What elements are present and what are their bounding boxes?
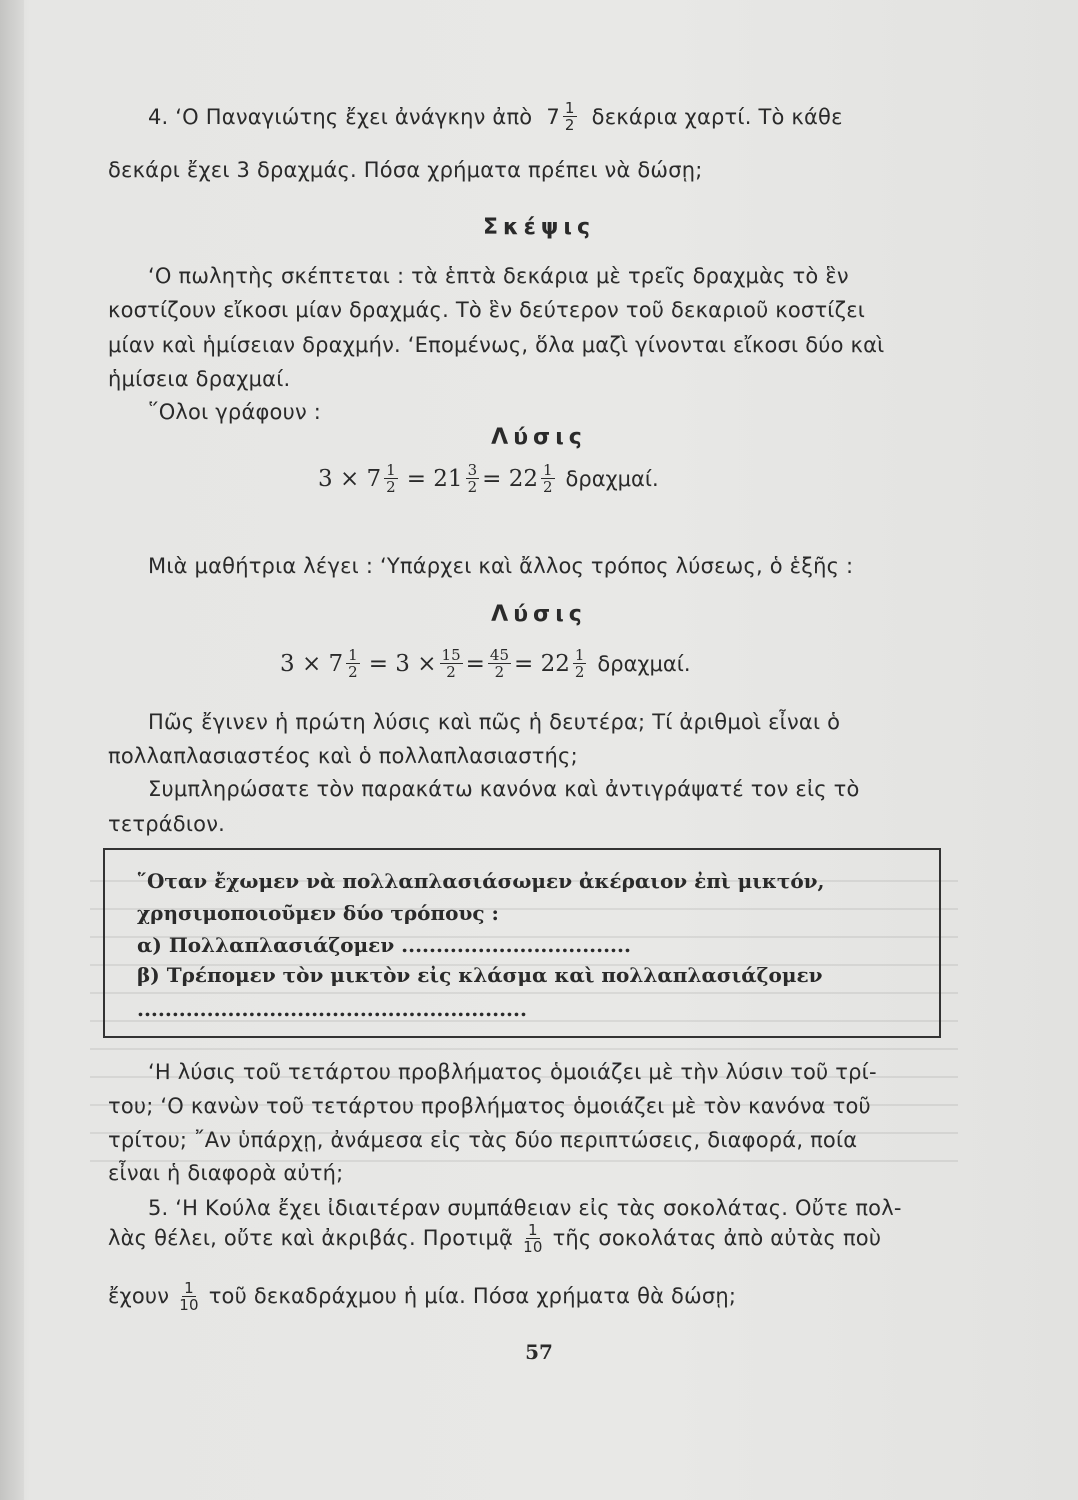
skepsis-line-2: κοστίζουν εἴκοσι μίαν δραχμάς. Τὸ ἓν δεύτερον τοῦ δεκαριοῦ κοστίζει — [108, 298, 866, 322]
fraction-denominator: 2 — [542, 478, 553, 496]
rule-box — [103, 848, 941, 1038]
fraction-denominator: 2 — [494, 663, 505, 681]
problem4-line2: δεκάρι ἔχει 3 δραχμάς. Πόσα χρήματα πρέπει νὰ δώσῃ; — [108, 158, 703, 182]
fraction-denominator: 10 — [523, 1237, 543, 1256]
fraction-numerator: 45 — [489, 646, 509, 664]
formula-fraction — [466, 462, 480, 495]
problem5-fraction-2 — [177, 1280, 201, 1313]
questions-line-1: Πῶς ἔγινεν ἡ πρώτη λύσις καὶ πῶς ἡ δευτέρα; Τί ἀριθμοὶ εἶναι ὁ — [148, 710, 841, 734]
fraction-numerator: 1 — [564, 99, 575, 117]
formula-term: = — [465, 650, 485, 677]
solution2-heading: Λύσις — [491, 602, 587, 627]
fraction-denominator: 2 — [446, 663, 456, 681]
fraction-numerator: 1 — [527, 1220, 538, 1239]
formula-term: = 22 — [482, 465, 538, 492]
comparison-line-3: τρίτου; ῎Αν ὑπάρχῃ, ἀνάμεσα εἰς τὰς δύο περιπτώσεις, διαφορά, ποία — [108, 1128, 858, 1152]
rule-line-5: ........................................................ — [137, 997, 527, 1021]
mixed-number-fraction — [563, 100, 577, 133]
problem5-text-c: ἔχουν — [108, 1284, 170, 1308]
fraction-numerator: 1 — [348, 646, 358, 664]
fraction-numerator: 1 — [184, 1278, 194, 1297]
fraction-denominator: 2 — [564, 116, 575, 134]
fraction-denominator: 2 — [574, 663, 585, 681]
fraction-denominator: 2 — [348, 663, 358, 681]
problem5-line-2 — [108, 1218, 950, 1258]
questions-line-4: τετράδιον. — [108, 812, 226, 836]
student-line: Μιὰ μαθήτρια λέγει : ‘Υπάρχει καὶ ἄλλος τρόπος λύσεως, ὁ ἑξῆς : — [148, 554, 854, 578]
formula-fraction — [440, 647, 463, 680]
problem5-text-d: τοῦ δεκαδράχμου ἡ μία. Πόσα χρήματα θὰ δώσῃ; — [208, 1284, 737, 1308]
formula-unit: δραχμαί. — [597, 651, 691, 676]
solution1-formula — [318, 462, 659, 495]
skepsis-line-4: ἡμίσεια δραχμαί. — [108, 367, 291, 391]
problem5-text-b: τῆς σοκολάτας ἀπὸ αὐτὰς ποὺ — [552, 1226, 882, 1250]
formula-term: = 22 — [514, 650, 570, 677]
problem4-text-b: δεκάρια χαρτί. Τὸ κάθε — [591, 104, 843, 129]
skepsis-line-1: ‘Ο πωλητὴς σκέπτεται : τὰ ἑπτὰ δεκάρια μὲ τρεῖς δραχμὰς τὸ ἓν — [148, 264, 849, 288]
formula-term: = 3 × — [368, 650, 437, 677]
fraction-numerator: 15 — [441, 646, 461, 664]
solution1-heading: Λύσις — [491, 425, 587, 450]
skepsis-line-3: μίαν καὶ ἡμίσειαν δραχμήν. ‘Επομένως, ὅλα μαζὶ γίνονται εἴκοσι δύο καὶ — [108, 333, 885, 357]
rule-line-4: β) Τρέπομεν τὸν μικτὸν εἰς κλάσμα καὶ πολλαπλασιάζομεν — [137, 963, 823, 987]
fraction-numerator: 1 — [386, 461, 396, 479]
problem4-text-a: 4. ‘Ο Παναγιώτης ἔχει ἀνάγκην ἀπὸ — [148, 104, 533, 129]
rule-line-2: χρησιμοποιοῦμεν δύο τρόπους : — [137, 901, 499, 925]
formula-term: 3 × 7 — [318, 465, 382, 492]
questions-line-3: Συμπληρώσατε τὸν παρακάτω κανόνα καὶ ἀντιγράψατέ τον εἰς τὸ — [148, 777, 860, 801]
problem4-line1 — [148, 100, 950, 133]
formula-term: 3 × 7 — [280, 650, 344, 677]
problem5-line-3 — [108, 1276, 950, 1316]
solution2-formula — [280, 647, 691, 680]
rule-line-3: α) Πολλαπλασιάζομεν ................................. — [137, 933, 631, 957]
questions-line-2: πολλαπλασιαστέος καὶ ὁ πολλαπλασιαστής; — [108, 744, 578, 768]
formula-fraction — [346, 647, 360, 680]
page-number: 57 — [525, 1340, 553, 1364]
formula-fraction — [541, 462, 555, 495]
all-write-line: ῞Ολοι γράφουν : — [148, 400, 322, 424]
problem5-text-a: λὰς θέλει, οὔτε καὶ ἀκριβάς. Προτιμᾷ — [108, 1226, 514, 1250]
comparison-line-2: του; ‘Ο κανὼν τοῦ τετάρτου προβλήματος ὁμοιάζει μὲ τὸν κανόνα τοῦ — [108, 1094, 871, 1118]
fraction-numerator: 1 — [574, 646, 585, 664]
fraction-denominator: 10 — [179, 1295, 199, 1314]
rule-line-1: ῞Οταν ἔχωμεν νὰ πολλαπλασιάσωμεν ἀκέραιον ἐπὶ μικτόν, — [137, 869, 825, 893]
fraction-denominator: 2 — [467, 478, 478, 496]
problem5-fraction-1 — [521, 1222, 545, 1255]
formula-fraction — [384, 462, 398, 495]
comparison-line-1: ‘Η λύσις τοῦ τετάρτου προβλήματος ὁμοιάζει μὲ τὴν λύσιν τοῦ τρί- — [148, 1060, 877, 1084]
formula-unit: δραχμαί. — [565, 466, 659, 491]
skepsis-heading: Σκέψις — [483, 215, 595, 240]
fraction-numerator: 1 — [542, 461, 553, 479]
mixed-number-whole: 7 — [546, 104, 560, 129]
formula-fraction — [573, 647, 587, 680]
comparison-line-4: εἶναι ἡ διαφορὰ αὐτή; — [108, 1161, 344, 1185]
formula-fraction — [488, 647, 511, 680]
fraction-denominator: 2 — [386, 478, 396, 496]
fraction-numerator: 3 — [467, 461, 478, 479]
formula-term: = 21 — [406, 465, 463, 492]
problem5-line-1: 5. ‘Η Κούλα ἔχει ἰδιαιτέραν συμπάθειαν εἰς τὰς σοκολάτας. Οὔτε πολ- — [148, 1196, 902, 1220]
